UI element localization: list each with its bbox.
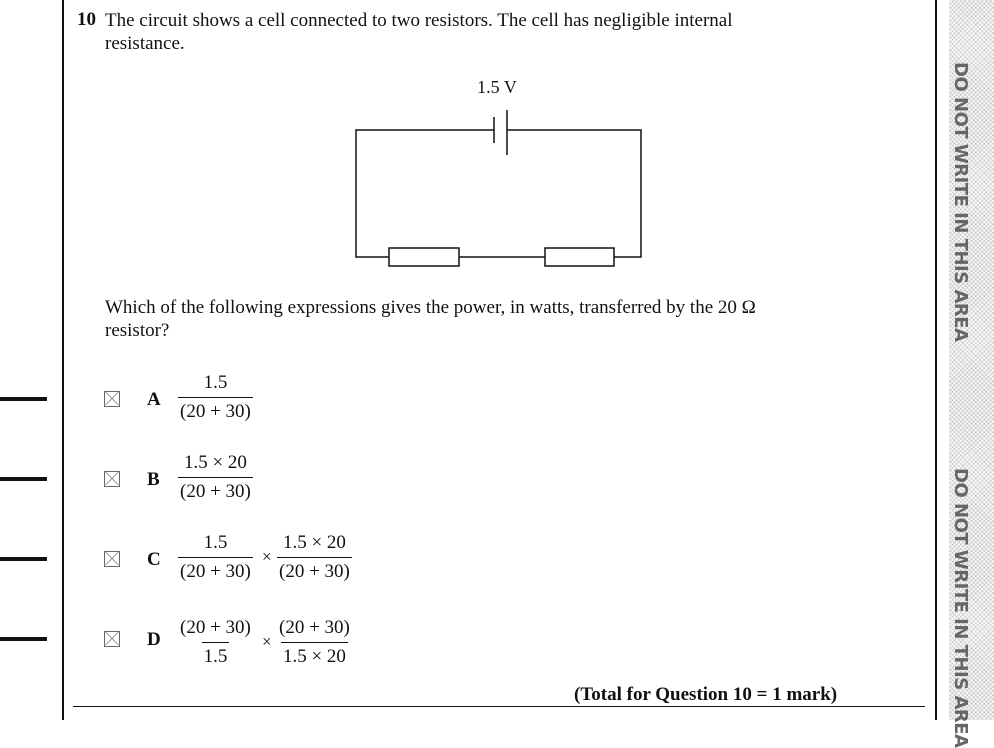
option-b-checkbox[interactable] <box>104 471 120 487</box>
fraction-denominator: 1.5 × 20 <box>281 642 348 668</box>
fraction-denominator: (20 + 30) <box>178 477 253 503</box>
option-c-checkbox[interactable] <box>104 551 120 567</box>
option-a-checkbox[interactable] <box>104 391 120 407</box>
option-d-fraction-1 <box>178 617 253 668</box>
fraction-numerator: 1.5 <box>203 372 228 393</box>
fraction-numerator: (20 + 30) <box>180 617 251 638</box>
option-b-fraction <box>178 452 253 503</box>
question-intro: The circuit shows a cell connected to two resistors. The cell has negligible internal resistance. <box>105 10 733 54</box>
circuit-wire <box>356 130 494 257</box>
option-c-fraction-2 <box>277 532 352 583</box>
circuit-diagram <box>340 70 660 285</box>
option-d-fraction-2 <box>277 617 352 668</box>
side-alignment-mark <box>0 477 47 481</box>
resistor-20-ohm <box>389 248 459 266</box>
option-c-letter: C <box>147 549 161 570</box>
do-not-write-label: DO NOT WRITE IN THIS AREA <box>950 468 971 748</box>
fraction-numerator: 1.5 × 20 <box>183 452 247 473</box>
fraction-denominator: (20 + 30) <box>277 557 352 583</box>
question-number: 10 <box>77 9 96 30</box>
side-alignment-mark <box>0 637 47 641</box>
option-d-checkbox[interactable] <box>104 631 120 647</box>
fraction-numerator: 1.5 <box>203 532 228 553</box>
cell-voltage-label: 1.5 V <box>477 77 517 97</box>
fraction-denominator: 1.5 <box>202 642 230 668</box>
option-a-fraction <box>178 372 253 423</box>
question-total-marks: (Total for Question 10 = 1 mark) <box>574 684 838 705</box>
fraction-denominator: (20 + 30) <box>178 397 253 423</box>
question-prompt: Which of the following expressions gives the power, in watts, transferred by the 20 Ω resistor? <box>105 297 756 341</box>
option-d-letter: D <box>147 629 161 650</box>
circuit-wire <box>507 130 641 257</box>
option-c-fraction-1 <box>178 532 253 583</box>
right-margin-line <box>935 0 937 720</box>
side-alignment-mark <box>0 397 47 401</box>
multiply-sign: × <box>262 632 272 651</box>
do-not-write-label: DO NOT WRITE IN THIS AREA <box>950 62 971 342</box>
bottom-rule <box>73 706 925 707</box>
fraction-denominator: (20 + 30) <box>178 557 253 583</box>
option-b-letter: B <box>147 469 160 490</box>
option-a-letter: A <box>147 389 161 410</box>
resistor-30-ohm <box>545 248 614 266</box>
multiply-sign: × <box>262 547 272 566</box>
fraction-numerator: (20 + 30) <box>279 617 350 638</box>
fraction-numerator: 1.5 × 20 <box>282 532 346 553</box>
side-alignment-mark <box>0 557 47 561</box>
left-margin-line <box>62 0 64 720</box>
